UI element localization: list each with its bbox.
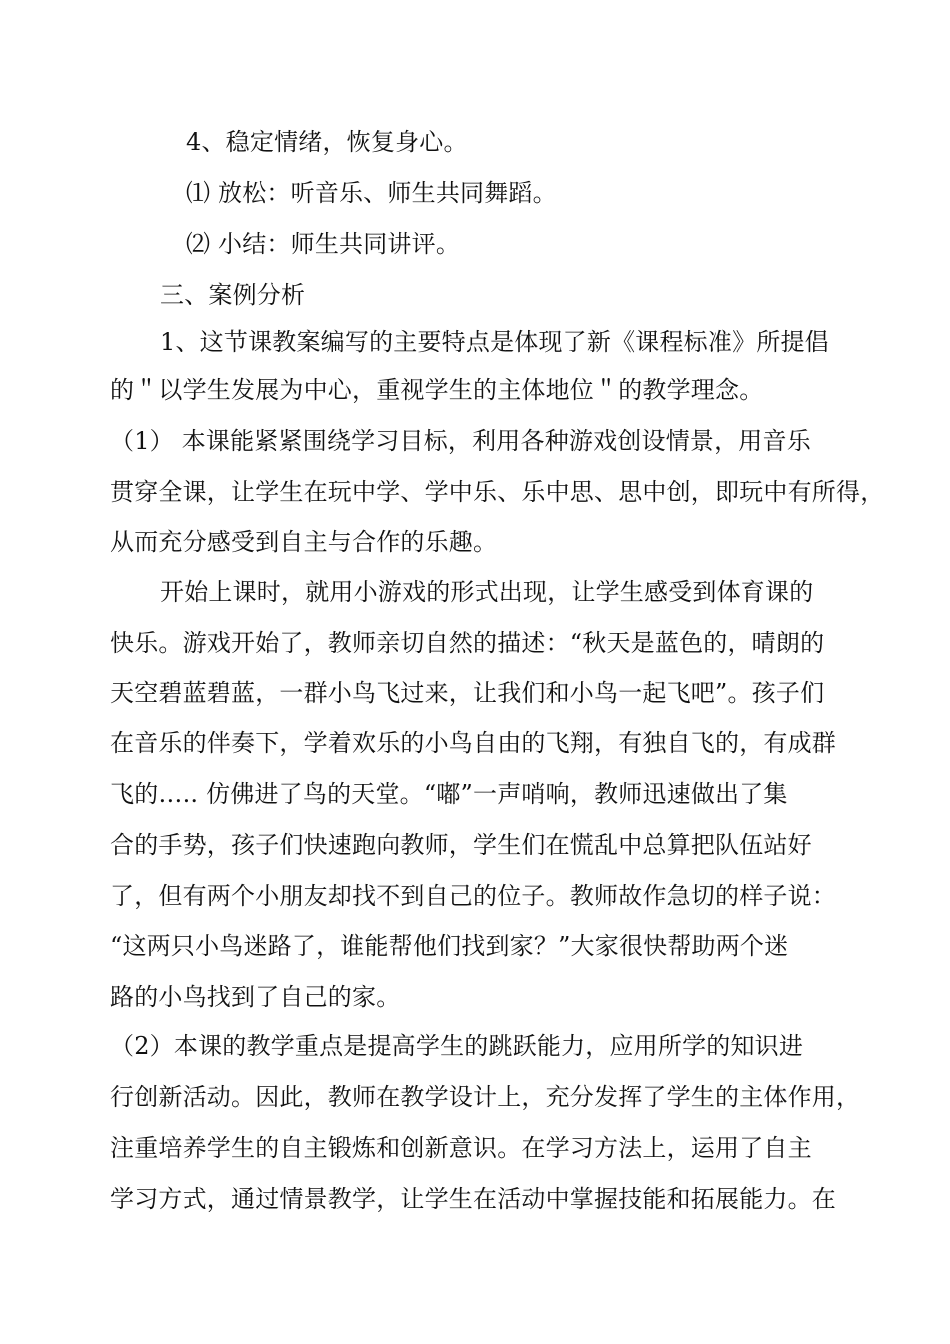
section-heading: 三、案例分析 — [160, 281, 306, 309]
text-line: 飞的….. 仿佛进了鸟的天堂。“嘟”一声哨响，教师迅速做出了集 — [110, 780, 788, 808]
text-line: （1） 本课能紧紧围绕学习目标，利用各种游戏创设情景，用音乐 — [110, 427, 811, 455]
text-line: ⑵ 小结：师生共同讲评。 — [186, 230, 461, 258]
text-line: 从而充分感受到自主与合作的乐趣。 — [110, 528, 498, 556]
text-line: 1、这节课教案编写的主要特点是体现了新《课程标准》所提倡 — [160, 328, 829, 356]
text-line: 天空碧蓝碧蓝，一群小鸟飞过来，让我们和小鸟一起飞吧”。孩子们 — [110, 679, 825, 707]
text-line: （2）本课的教学重点是提高学生的跳跃能力，应用所学的知识进 — [110, 1032, 804, 1060]
text-line: 快乐。游戏开始了，教师亲切自然的描述：“秋天是蓝色的，晴朗的 — [110, 629, 825, 657]
text-line: ⑴ 放松：听音乐、师生共同舞蹈。 — [186, 179, 557, 207]
text-line: 的＂以学生发展为中心，重视学生的主体地位＂的教学理念。 — [110, 376, 764, 404]
text-line: 在音乐的伴奏下，学着欢乐的小鸟自由的飞翔，有独自飞的，有成群 — [110, 729, 836, 757]
text-line: 注重培养学生的自主锻炼和创新意识。在学习方法上，运用了自主 — [110, 1134, 812, 1162]
text-line: 行创新活动。因此，教师在教学设计上，充分发挥了学生的主体作用， — [110, 1083, 861, 1111]
text-line: 了，但有两个小朋友却找不到自己的位子。教师故作急切的样子说： — [110, 882, 836, 910]
text-line: 贯穿全课，让学生在玩中学、学中乐、乐中思、思中创，即玩中有所得， — [110, 478, 885, 506]
text-line: 学习方式，通过情景教学，让学生在活动中掌握技能和拓展能力。在 — [110, 1185, 836, 1213]
text-line: 开始上课时，就用小游戏的形式出现，让学生感受到体育课的 — [160, 578, 814, 606]
text-line: 路的小鸟找到了自己的家。 — [110, 983, 401, 1011]
text-line: 4、稳定情绪，恢复身心。 — [186, 128, 468, 156]
text-line: “这两只小鸟迷路了，谁能帮他们找到家？”大家很快帮助两个迷 — [110, 932, 789, 960]
text-line: 合的手势，孩子们快速跑向教师，学生们在慌乱中总算把队伍站好 — [110, 831, 812, 859]
